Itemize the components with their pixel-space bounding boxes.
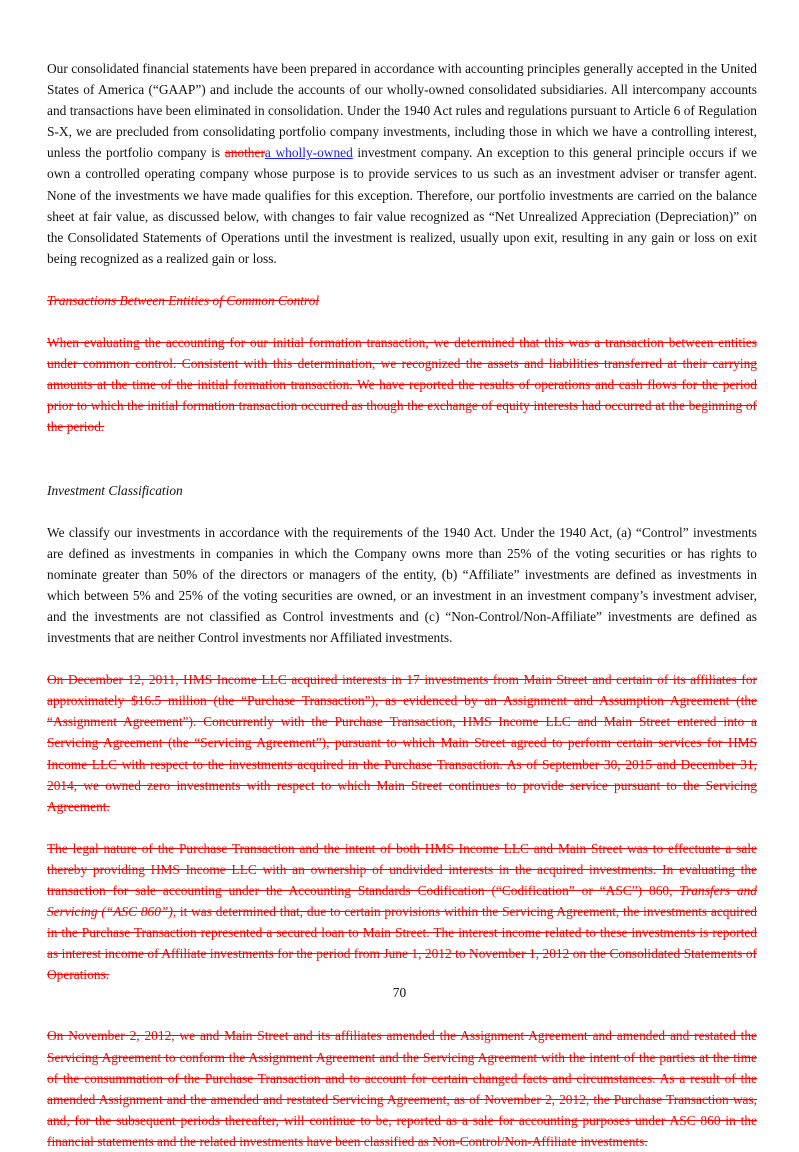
asc-860-title: Transfers and Servicing (“ASC 860”)	[47, 883, 757, 920]
consolidation-text-start: Our consolidated financial statements have been prepared in accordance with accounting principles generally accepted in the United States of America (“GAAP”) and include the accounts of our wholly-owned consolidated subsidiaries. All intercompany accounts and transactions have been eliminated in consolidation. Under the 1940 Act rules and regulations pursuant to Article 6 of Regulation S-X, we are precluded from consolidating portfolio company investments, including those in which we have a controlling interest, unless the portfolio company is	[47, 61, 757, 161]
legal-nature-text-start: The legal nature of the Purchase Transaction and the intent of both HMS Income LLC and Main Street was to effectuate a sale thereby providing HMS Income LLC with an ownership of undivided interests in the acquired investments. In evaluating the transaction for sale accounting under the Accounting Standards Codification (“Codification” or “ASC”) 860,	[47, 840, 757, 898]
amendment-paragraph: On November 2, 2012, we and Main Street and its affiliates amended the Assignment Agreement and amended and restated the Servicing Agreement to conform the Assignment Agreement and the Servicing Agreement with the intent of the parties at the time of the consummation of the Purchase Transaction and to account for certain changed facts and circumstances. As a result of the amended Assignment and the amended and restated Servicing Agreement, as of November 2, 2012, the Purchase Transaction was, and, for the subsequent periods thereafter, will continue to be, reported as a sale for accounting purposes under ASC 860 in the financial statements and the related investments have been classified as Non-Control/Non-Affiliate investments.	[47, 1028, 757, 1149]
consolidation-paragraph	[47, 58, 757, 269]
legal-nature-text-end: , it was determined that, due to certain provisions within the Servicing Agreement, the investments acquired in the Purchase Transaction represented a secured loan to Main Street. The interest income related to these investments is reported as interest income of Affiliate investments for the period from June 1, 2012 to November 1, 2012 on the Consolidated Statements of Operations.	[47, 904, 757, 983]
legal-nature-paragraph	[47, 838, 757, 986]
inserted-text: a wholly-owned	[264, 145, 353, 161]
investment-classification-heading: Investment Classification	[47, 482, 183, 498]
consolidation-text-end: investment company. An exception to this general principle occurs if we own a controlled operating company whose purpose is to provide services to us such as an investment adviser or transfer agent. None of the investments we have made qualifies for this exception. Therefore, our portfolio investments are carried on the balance sheet at fair value, as discussed below, with changes to fair value recognized as “Net Unrealized Appreciation (Depreciation)” on the Consolidated Statements of Operations until the investment is realized, usually upon exit, resulting in any gain or loss on exit being recognized as a realized gain or loss.	[47, 145, 757, 266]
purchase-transaction-paragraph: On December 12, 2011, HMS Income LLC acquired interests in 17 investments from Main Street and certain of its affiliates for approximately $16.5 million (the “Purchase Transaction”), as evidenced by an Assignment and Assumption Agreement (the “Assignment Agreement”). Concurrently with the Purchase Transaction, HMS Income LLC and Main Street entered into a Servicing Agreement (the “Servicing Agreement”), pursuant to which Main Street agreed to perform certain services for HMS Income LLC with respect to the investments acquired in the Purchase Transaction. As of September 30, 2015 and December 31, 2014, we owned zero investments with respect to which Main Street continues to provide service pursuant to the Servicing Agreement.	[47, 672, 757, 814]
common-control-heading: Transactions Between Entities of Common Control	[47, 292, 320, 308]
common-control-paragraph: When evaluating the accounting for our initial formation transaction, we determined that this was a transaction between entities under common control. Consistent with this determination, we recognized the assets and liabilities transferred at their carrying amounts at the time of the initial formation transaction. We have reported the results of operations and cash flows for the period prior to which the initial formation transaction occurred as though the exchange of equity interests had occurred at the beginning of the period.	[47, 335, 757, 435]
investment-classification-paragraph: We classify our investments in accordance with the requirements of the 1940 Act. Under the 1940 Act, (a) “Control” investments are defined as investments in companies in which the Company owns more than 25% of the voting securities or has rights to nominate greater than 50% of the directors or managers of the entity, (b) “Affiliate” investments are defined as investments in which between 5% and 25% of the voting securities are owned, or an investment in an investment company’s investment adviser, and the investments are not classified as Control investments and (c) “Non-Control/Non-Affiliate” investments are defined as investments that are neither Control investments nor Affiliated investments.	[47, 524, 757, 646]
page-number: 70	[392, 985, 407, 1000]
deleted-text: another	[224, 145, 265, 161]
